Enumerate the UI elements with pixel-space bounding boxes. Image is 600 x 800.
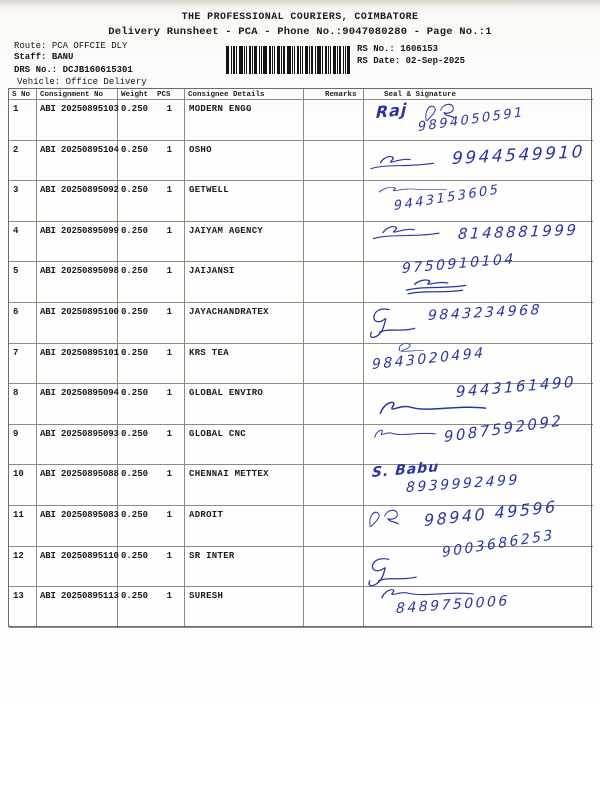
cell-s-no: 1 (9, 100, 37, 141)
cell-consignment-no: ABI 20250895113 (37, 587, 118, 628)
pcs-value: 1 (166, 388, 172, 399)
signature-phone: 9443161490 (455, 372, 577, 402)
weight-value: 0.250 (121, 144, 149, 155)
cell-consignee: CHENNAI METTEX (185, 465, 304, 506)
cell-weight-pcs (118, 425, 185, 466)
pcs-value: 1 (166, 550, 172, 561)
cell-weight-pcs (118, 181, 185, 222)
cell-seal-signature (364, 181, 593, 222)
barcode (226, 46, 350, 74)
cell-s-no: 7 (9, 344, 37, 385)
cell-remarks (304, 425, 364, 466)
signature-name: S. Babu (371, 459, 440, 482)
cell-consignee: MODERN ENGG (185, 100, 304, 141)
cell-consignee: JAIYAM AGENCY (185, 222, 304, 263)
column-header-consignment-no: Consignment No (37, 89, 118, 100)
cell-remarks (304, 262, 364, 303)
weight-value: 0.250 (121, 266, 149, 277)
cell-consignee: GLOBAL ENVIRO (185, 384, 304, 425)
route-line: Route: PCA OFFCIE DLY (14, 41, 128, 51)
signature-phone: 9843234968 (427, 301, 543, 325)
cell-consignee: GLOBAL CNC (185, 425, 304, 466)
cell-consignee: OSHO (185, 141, 304, 182)
cell-remarks (304, 465, 364, 506)
pcs-value: 1 (166, 104, 172, 114)
weight-value: 0.250 (121, 225, 149, 236)
signature-phone: 8489750006 (395, 593, 511, 618)
cell-s-no: 9 (9, 425, 37, 466)
signature-phone: 8148881999 (457, 220, 579, 243)
cell-consignment-no: ABI 20250895110 (37, 547, 118, 588)
cell-weight-pcs (118, 100, 185, 141)
pcs-value: 1 (166, 144, 172, 155)
signature-phone: 98940 49596 (424, 496, 558, 530)
cell-remarks (304, 141, 364, 182)
cell-consignee: SURESH (185, 587, 304, 628)
cell-consignee: KRS TEA (185, 344, 304, 385)
signature-phone: 9944549910 (451, 141, 586, 169)
cell-s-no: 12 (9, 547, 37, 588)
signature-phone: 9087592092 (443, 410, 564, 446)
signature-phone: 8939992499 (405, 472, 521, 497)
cell-remarks (304, 587, 364, 628)
cell-remarks (304, 222, 364, 263)
cell-s-no: 13 (9, 587, 37, 628)
cell-weight-pcs (118, 506, 185, 547)
cell-s-no: 6 (9, 303, 37, 344)
cell-remarks (304, 547, 364, 588)
column-header-weight-pcs: Weight PCS (118, 89, 185, 100)
cell-weight-pcs (118, 547, 185, 588)
cell-weight-pcs (118, 222, 185, 263)
pcs-value: 1 (166, 347, 172, 358)
weight-value: 0.250 (121, 428, 149, 439)
cell-consignment-no: ABI 20250895099 (37, 222, 118, 263)
rs-date-line: RS Date: 02-Sep-2025 (357, 56, 466, 66)
cell-consignee: ADROIT (185, 506, 304, 547)
cell-remarks (304, 303, 364, 344)
cell-s-no: 10 (9, 465, 37, 506)
cell-consignment-no: ABI 20250895093 (37, 425, 118, 466)
cell-weight-pcs (118, 141, 185, 182)
page-subtitle: Delivery Runsheet - PCA - Phone No.:9047080280 - Page No.:1 (108, 26, 492, 38)
vehicle-line: Vehicle: Office Delivery (17, 77, 147, 87)
cell-consignment-no: ABI 20250895083 (37, 506, 118, 547)
cell-remarks (304, 384, 364, 425)
weight-value: 0.250 (121, 509, 149, 520)
staff-line: Staff: BANU (14, 52, 74, 62)
cell-consignment-no: ABI 20250895094 (37, 384, 118, 425)
weight-value: 0.250 (121, 104, 149, 114)
cell-remarks (304, 100, 364, 141)
signature-phone: 9003686253 (441, 526, 556, 561)
runsheet-table (8, 88, 592, 627)
cell-consignee: JAIJANSI (185, 262, 304, 303)
cell-s-no: 8 (9, 384, 37, 425)
cell-seal-signature (364, 303, 593, 344)
cell-consignment-no: ABI 20250895100 (37, 303, 118, 344)
drs-line: DRS No.: DCJB160615301 (14, 65, 133, 75)
column-header-consignee-details: Consignee Details (185, 89, 304, 100)
cell-remarks (304, 344, 364, 385)
signature-scribble (400, 277, 482, 301)
pcs-value: 1 (166, 185, 172, 196)
cell-weight-pcs (118, 465, 185, 506)
signature-scribble (369, 396, 493, 422)
cell-consignment-no: ABI 20250895104 (37, 141, 118, 182)
pcs-value: 1 (166, 225, 172, 236)
cell-consignee: SR INTER (185, 547, 304, 588)
weight-value: 0.250 (121, 185, 149, 196)
signature-phone: 9843020494 (372, 344, 486, 373)
pcs-value: 1 (166, 428, 172, 439)
cell-weight-pcs (118, 262, 185, 303)
cell-remarks (304, 506, 364, 547)
cell-seal-signature (364, 410, 593, 466)
signature-scribble (366, 303, 420, 343)
cell-s-no: 11 (9, 506, 37, 547)
cell-seal-signature (364, 587, 593, 628)
cell-consignee: JAYACHANDRATEX (185, 303, 304, 344)
pcs-value: 1 (166, 469, 172, 480)
cell-seal-signature (364, 141, 593, 182)
pcs-value: 1 (166, 509, 172, 520)
pcs-value: 1 (166, 306, 172, 317)
signature-scribble (368, 426, 440, 443)
signature-phone: 9894050591 (417, 104, 525, 136)
weight-value: 0.250 (121, 550, 149, 561)
column-header-seal-signature: Seal & Signature (364, 89, 593, 100)
weight-value: 0.250 (121, 388, 149, 399)
cell-s-no: 4 (9, 222, 37, 263)
pcs-value: 1 (166, 591, 172, 602)
cell-seal-signature (364, 100, 593, 141)
signature-scribble (368, 153, 446, 177)
column-header-s-no: S No (9, 89, 37, 100)
cell-consignee: GETWELL (185, 181, 304, 222)
signature-phone: 9750910104 (401, 251, 516, 278)
signature-scribble (366, 507, 418, 533)
cell-remarks (304, 181, 364, 222)
weight-value: 0.250 (121, 469, 149, 480)
cell-seal-signature (364, 459, 593, 506)
cell-consignment-no: ABI 20250895088 (37, 465, 118, 506)
weight-value: 0.250 (121, 306, 149, 317)
cell-consignment-no: ABI 20250895103 (37, 100, 118, 141)
signature-name: Raj (375, 99, 408, 123)
cell-seal-signature (364, 251, 593, 303)
cell-s-no: 5 (9, 262, 37, 303)
cell-consignment-no: ABI 20250895098 (37, 262, 118, 303)
pcs-value: 1 (166, 266, 172, 277)
signature-scribble (370, 223, 452, 247)
weight-value: 0.250 (121, 591, 149, 602)
column-header-remarks: Remarks (304, 89, 364, 100)
cell-seal-signature (364, 526, 593, 588)
cell-weight-pcs (118, 384, 185, 425)
cell-weight-pcs (118, 587, 185, 628)
cell-consignment-no: ABI 20250895092 (37, 181, 118, 222)
cell-weight-pcs (118, 344, 185, 385)
cell-consignment-no: ABI 20250895101 (37, 344, 118, 385)
weight-value: 0.250 (121, 347, 149, 358)
signature-phone: 9443153605 (393, 182, 501, 215)
cell-weight-pcs (118, 303, 185, 344)
page-title: THE PROFESSIONAL COURIERS, COIMBATORE (181, 12, 419, 23)
cell-s-no: 2 (9, 141, 37, 182)
cell-s-no: 3 (9, 181, 37, 222)
rs-no-line: RS No.: 1606153 (357, 44, 439, 54)
